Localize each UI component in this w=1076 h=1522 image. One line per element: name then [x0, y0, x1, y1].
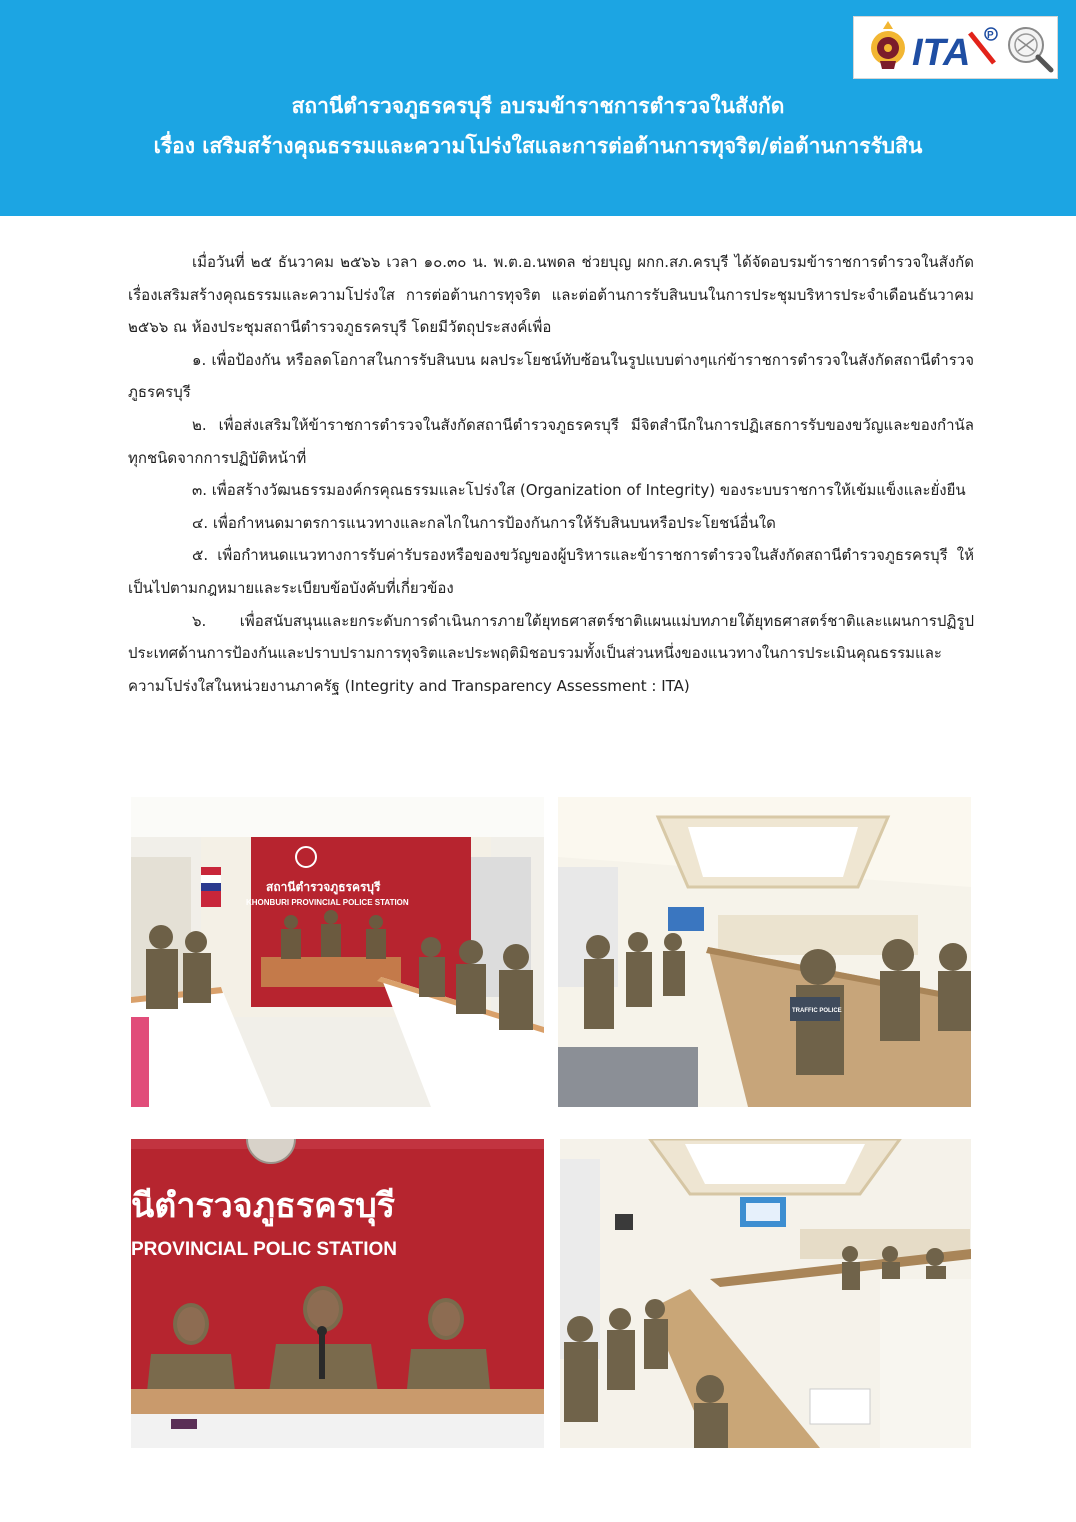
sign-en-large: PROVINCIAL POLIC STATION: [131, 1239, 398, 1260]
page-title-line-1: สถานีตำรวจภูธรครบุรี อบรมข้าราชการตำรวจในสังกัด: [291, 94, 785, 118]
photo-conference-room-wide: [560, 1139, 971, 1448]
objective-item-5: ๕. เพื่อกำหนดแนวทางการรับค่ารับรองหรือของขวัญของผู้บริหารและข้าราชการตำรวจในสังกัดสถานีตำรวจภูธรครบุรี ให้เป็นไปตามกฎหมายและระเบียบข้อบังคับที่เกี่ยวข้อง: [128, 546, 974, 597]
ita-logo-text: ITA: [912, 32, 971, 74]
intro-paragraph: เมื่อวันที่ ๒๕ ธันวาคม ๒๕๖๖ เวลา ๑๐.๓๐ น. พ.ต.อ.นพดล ช่วยบุญ ผกก.สภ.ครบุรี ได้จัดอบรมข้าราชการตำรวจในสังกัด เรื่องเสริมสร้างคุณธรรมและความโปร่งใส การต่อต้านการทุจริต และต่อต้านการรับสินบนในการประชุมบริหารประจำเดือนธันวาคม ๒๕๖๖ ณ ห้องประชุมสถานีตำรวจภูธรครบุรี โดยมีวัตถุประสงค์เพื่อ: [128, 253, 974, 337]
article-body: [128, 246, 974, 702]
objective-item-3: ๓. เพื่อสร้างวัฒนธรรมองค์กรคุณธรรมและโปร่งใส (Organization of Integrity) ของระบบราชการให้เข้มแข็งและยั่งยืน: [192, 481, 966, 500]
vest-label: TRAFFIC POLICE: [792, 1008, 842, 1014]
photo-meeting-room-front: [131, 797, 544, 1107]
ita-logo: [853, 16, 1058, 79]
objective-item-6: ๖. เพื่อสนับสนุนและยกระดับการดำเนินการภายใต้ยุทธศาสตร์ชาติแผนแม่บทภายใต้ยุทธศาสตร์ชาติและแผนการปฏิรูปประเทศด้านการป้องกันและปราบปรามการทุจริตและประพฤติมิชอบรวมทั้งเป็นส่วนหนึ่งของแนวทางในการประเมินคุณธรรมและความโปร่งใสในหน่วยงานภาครัฐ (Integrity and Transparency Assessment : ITA): [128, 611, 974, 695]
objective-item-4: ๔. เพื่อกำหนดมาตรการแนวทางและกลไกในการป้องกันการให้รับสินบนหรือประโยชน์อื่นใด: [192, 513, 776, 532]
objective-item-1: ๑. เพื่อป้องกัน หรือลดโอกาสในการรับสินบน ผลประโยชน์ทับซ้อนในรูปแบบต่างๆแก่ข้าราชการตำรวจในสังกัดสถานีตำรวจภูธรครบุรี: [128, 350, 974, 402]
page-title-line-2: เรื่อง เสริมสร้างคุณธรรมและความโปร่งใสและการต่อต้านการทุจริต/ต่อต้านการรับสิน: [153, 134, 923, 158]
sign-thai-large: นีตำรวจภูธรครบุรี: [131, 1186, 395, 1226]
police-emblem-icon: [871, 21, 905, 69]
objective-item-2: ๒. เพื่อส่งเสริมให้ข้าราชการตำรวจในสังกัดสถานีตำรวจภูธรครบุรี มีจิตสำนึกในการปฏิเสธการรับของขวัญและของกำนัลทุกชนิดจากการปฏิบัติหน้าที่: [128, 415, 974, 467]
svg-text:P: P: [987, 30, 994, 41]
photo-presenters-closeup: [131, 1139, 544, 1448]
sign-en: KHONBURI PROVINCIAL POLICE STATION: [246, 898, 409, 907]
sign-thai: สถานีตำรวจภูธรครบุรี: [266, 880, 381, 894]
header-banner: [0, 0, 1076, 216]
photo-conference-room-side: [558, 797, 971, 1107]
magnifier-seal-icon: [1009, 28, 1051, 70]
